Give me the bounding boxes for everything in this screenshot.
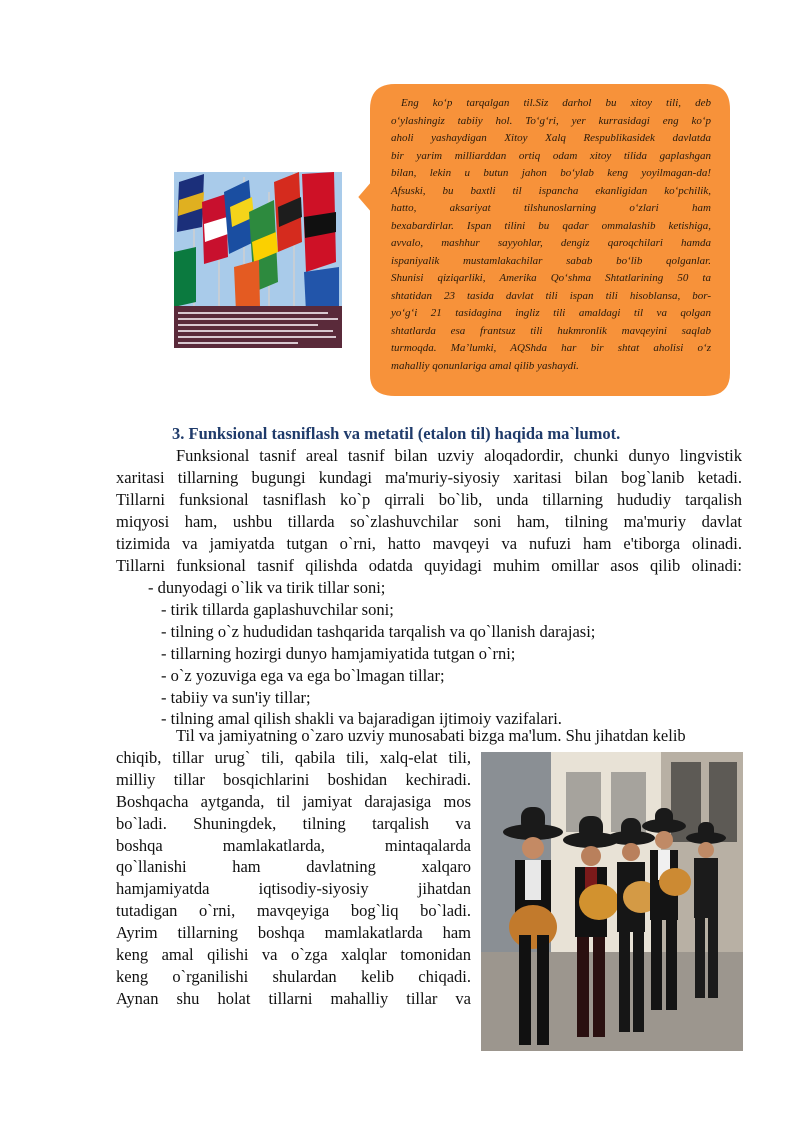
section-heading: 3. Funksional tasniflash va metatil (etalon til) haqida ma`lumot. — [172, 424, 621, 443]
callout-line: hatto, aksariyat tilshunoslarning o‘zlari ham — [391, 202, 711, 214]
callout-line: Eng ko‘p tarqalgan til.Siz darhol bu xitoy tili, deb — [401, 97, 711, 109]
paragraph-line: qo`llanishi ham davlatning xalqaro — [116, 857, 471, 877]
paragraph-line: Tillarni funksional tasnif qilishda odatda quyidagi muhim omillar asos qilib olinadi: — [116, 555, 742, 575]
paragraph-line: Boshqacha aytganda, til jamiyat darajasiga mos — [116, 791, 471, 811]
paragraph-line: xaritasi tillarning bugungi kundagi ma'muriy-siyosiy xaritasi bilan bog`lanib ketadi. — [116, 467, 742, 487]
paragraph-line: keng amal qilishi va o`zga xalqlar tomonidan — [116, 945, 471, 965]
paragraph-line: Tillarni funksional tasniflash ko`p qirrali bo`lib, unda tillarning hududiy tarqalish — [116, 489, 742, 509]
main-paragraph — [116, 445, 742, 576]
paragraph-line: Til va jamiyatning o`zaro uzviy munosabati bizga ma'lum. Shu jihatdan kelib — [176, 726, 686, 745]
callout-line: Afsuski, bu baxtli til ispancha ekanligidan ko‘pchilik, — [391, 184, 711, 197]
callout-line: mahalliy qonunlariga amal qilib yashaydi. — [391, 359, 579, 372]
factor-item: - tabiiy va sun'iy tillar; — [161, 687, 311, 707]
paragraph-line: tutadigan o`rni, mavqeyiga bog`liq bo`ladi. — [116, 901, 471, 921]
factor-item: - tilning o`z hududidan tashqarida tarqalish va qo`llanish darajasi; — [161, 621, 596, 641]
factor-item: - tilning amal qilish shakli va bajaradigan ijtimoiy vazifalari. — [161, 709, 562, 729]
callout-line: shtatidan 23 tasida davlat tili ispan tili hisoblansa, bor- — [391, 289, 711, 302]
mariachi-photo — [481, 752, 743, 1051]
paragraph-line: hamjamiyatda iqtisodiy-siyosiy jihatdan — [116, 879, 471, 899]
callout-line: shtatlarda esa frantsuz tili hukmronlik mavqeyini saqlab — [391, 324, 711, 337]
paragraph-line: keng o`rganilishi shulardan kelib chiqadi. — [116, 966, 471, 986]
callout-line: Shunisi qiziqarliki, Amerika Qo‘shma Shtatlarining 50 ta — [391, 272, 711, 284]
factor-item: - o`z yozuviga ega va ega bo`lmagan tillar; — [161, 665, 445, 685]
factor-item: - tirik tillarda gaplashuvchilar soni; — [161, 600, 394, 619]
factor-item: - dunyodagi o`lik va tirik tillar soni; — [148, 578, 386, 597]
paragraph-line: Aynan shu holat tillarni mahalliy tillar va — [116, 988, 471, 1008]
paragraph-line: bo`ladi. Shuningdek, tilning tarqalish va — [116, 813, 471, 833]
second-paragraph — [116, 747, 471, 1010]
callout-text — [391, 95, 711, 375]
callout-line: avvalo, mashhur sayyohlar, dengiz qaroqchilari hamda — [391, 237, 711, 249]
callout-line: aholi yashaydigan Xitoy Xalq Respublikasidek davlatda — [391, 132, 711, 144]
callout-box — [355, 75, 740, 405]
callout-line: bir yarim milliarddan ortiq odam xitoy tilida gaplashgan — [391, 149, 711, 162]
callout-line: yo‘g‘i 21 tasidagina ingliz tili amaldagi til va qolgan — [391, 307, 711, 319]
paragraph-line: Funksional tasnif areal tasnif bilan uzviy aloqadordir, chunki dunyo lingvistik — [176, 446, 742, 465]
paragraph-line: boshqa mamlakatlarda, mintaqalarda — [116, 835, 471, 855]
paragraph-line: tizimida va jamiyatda tutgan o`rni, hatto mavqeyi va nufuzi ham e'tiborga olinadi. — [116, 533, 742, 553]
factor-item: - tillarning hozirgi dunyo hamjamiyatida tutgan o`rni; — [161, 643, 516, 663]
paragraph-line: milliy tillar bosqichlarini boshidan kechiradi. — [116, 769, 471, 789]
paragraph-line: chiqib, tillar urug` tili, qabila tili, xalq-elat tili, — [116, 748, 471, 767]
callout-line: bexabardirlar. Ispan tilini bu qadar ommalashib ketishiga, — [391, 219, 711, 232]
callout-line: bilan, lekin u butun jahon bo‘ylab keng yoyilmagan-da! — [391, 167, 711, 179]
callout-line: ispaniyalik mustamlakachilar sabab bo‘lib qolganlar. — [391, 254, 711, 267]
callout-line: o‘ylashingiz tabiiy hol. To‘g‘ri, yer kurrasidagi eng ko‘p — [391, 114, 711, 127]
paragraph-line: miqyosi ham, ushbu tillarda so`zlashuvchilar soni ham, tilning ma'muriy davlat — [116, 511, 742, 531]
factor-list — [161, 599, 595, 730]
flags-image — [174, 172, 342, 348]
callout-line: turmoqda. Ma’lumki, AQShda har bir shtat aholisi o‘z — [391, 342, 711, 354]
paragraph-line: Ayrim tillarning boshqa mamlakatlarda ham — [116, 923, 471, 943]
